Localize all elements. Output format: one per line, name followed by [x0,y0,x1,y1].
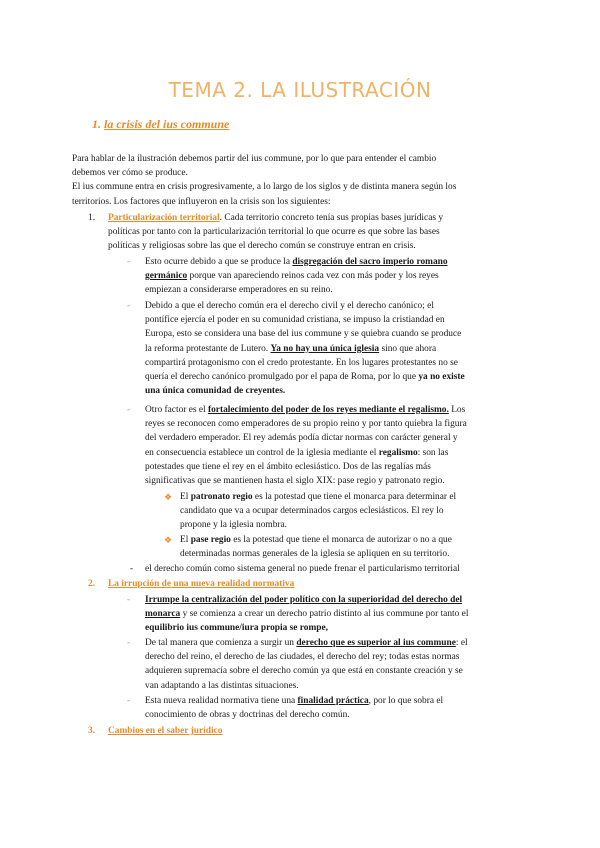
item-heading: Cambios en el saber jurídico [108,726,223,736]
list-number: 1. [88,213,96,223]
list-number: 3. [88,726,96,736]
section-heading-1 [92,117,229,132]
intro-line: El ius commune entra en crisis progresivamente, a lo largo de los siglos y de distinta manera según los [72,182,457,193]
dash-icon: - [127,257,131,267]
dash-icon: - [127,405,131,415]
diamond-icon: ❖ [164,535,173,545]
section-title: la crisis del ius commune [104,117,230,131]
dash-icon: - [127,696,131,706]
item-heading: La irrupción de una nueva realidad normativa [108,579,295,589]
intro-line: debemos ver cómo se produce. [72,168,188,178]
page-title: TEMA 2. LA ILUSTRACIÓN [168,78,432,102]
dash-icon: - [127,595,131,605]
diamond-icon: ❖ [164,492,173,502]
intro-line: territorios. Los factores que influyeron en la crisis son los siguientes: [72,196,331,207]
intro-line: Para hablar de la ilustración debemos partir del ius commune, por lo que para entender el cambio [72,154,437,164]
section-number: 1. [92,117,101,131]
document-page: TEMA 2. LA ILUSTRACIÓN 1. la crisis del ius commune Para hablar de la ilustración debemos partir del ius commune, por lo que para entender el cambio debemos ver cómo se produce. El ius commune entra en crisis progresivamente, a lo largo de los siglos y de distinta manera según los territorios. Los factores que influyeron en la crisis son los siguientes: 1. Particularización territorial. Cada territorio concreto tenía sus propias bases jurídicas y políticas por tanto con la particularización territorial lo que ocurre es que sobre las bases políticas y religiosas sobre las que el derecho común se construye entran en crisis. - Esto ocurre debido a que se produce la disgregación del sacro imperio romano germánico porque van apareciendo reinos cada vez con más poder y los reyes empiezan a considerarse emperadores en su reino. - Debido a que el derecho común era el derecho civil y el derecho canónico; el pontífice ejercía el poder en su comunidad cristiana, se impuso la cristiandad en Europa, esto se considera una base del ius commune y se quiebra cuando se produce la reforma protestante de Lutero. Ya no hay una única iglesia sino que ahora compartirá protagonismo con el credo protestante. En los lugares protestantes no se quería el derecho canónico promulgado por el papa de Roma, por lo que ya no existe una única comunidad de creyentes. - Otro factor es el fortalecimiento del poder de los reyes mediante el regalismo. Los reyes se reconocen como emperadores de su propio reino y por tanto quiebra la figura del verdadero emperador. El rey además podía dictar normas con carácter general y en consecuencia establece un control de la iglesia mediante el regalismo: son las potestades que tiene el rey en el ámbito eclesiástico. Dos de las regalías más significativas que se mantienen hasta el siglo XIX: pase regio y patronato regio. ❖ El patronato regio es la potestad que tiene el monarca para determinar el candidato que va a ocupar determinados cargos eclesiásticos. El rey lo propone y la iglesia nombra. ❖ El pase regio es la potestad que tiene el monarca de autorizar o no a que determinadas normas generales de la iglesia se apliquen en su territorio. - el derecho común como sistema general no puede frenar el particularismo territorial 2. La irrupción de una nueva realidad normativa - Irrumpe la centralización del poder político con la superioridad del derecho del monarca y se comienza a crear un derecho patrio distinto al ius commune por tanto el equilibrio ius commune/iura propia se rompe, - De tal manera que comienza a surgir un derecho que es superior al ius commune: el derecho del reino, el derecho de las ciudades, el derecho del rey; todas estas normas adquieren supremacía sobre el derecho común ya que está en constante creación y se van adaptando a las distintas situaciones. - Esta nueva realidad normativa tiene una finalidad práctica, por lo que sobra el conocimiento de obras y doctrinas del derecho común. 3. Cambios en el saber jurídico [0,0,600,848]
list-number: 2. [88,579,96,589]
item-heading: Particularización territorial [108,213,220,223]
dash-icon: - [127,301,131,311]
dash-icon: - [127,638,131,648]
dash-icon: - [130,564,134,574]
